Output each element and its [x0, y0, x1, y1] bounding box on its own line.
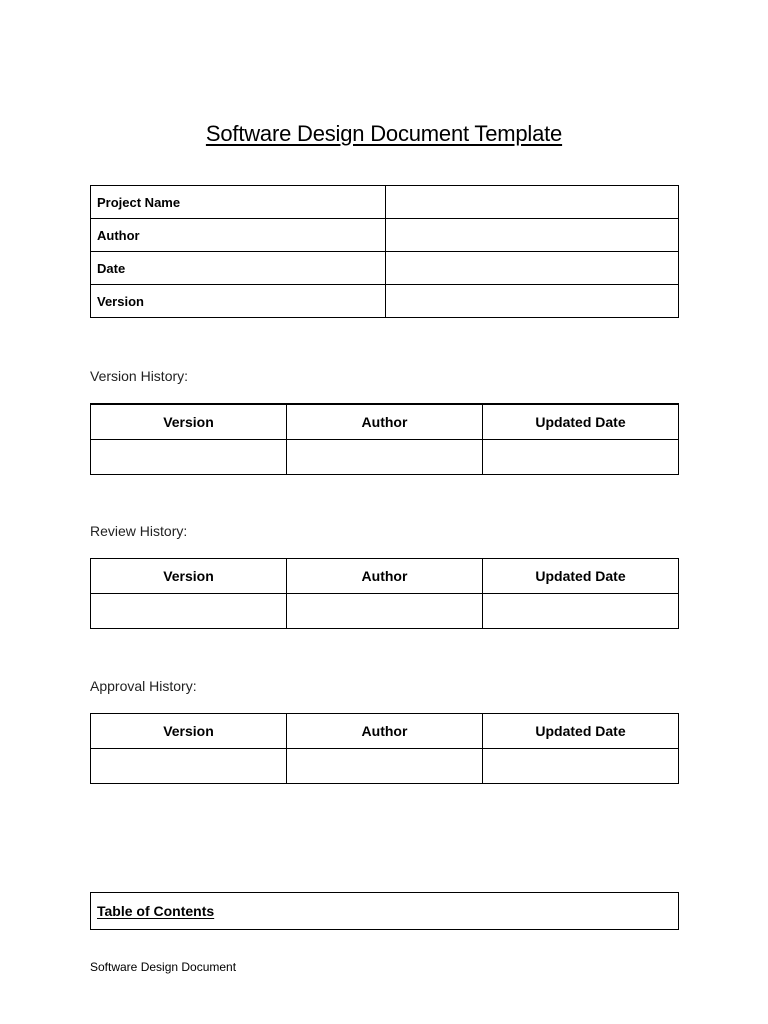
table-row [91, 893, 679, 930]
version-cell[interactable] [91, 439, 287, 474]
version-label: Version [91, 285, 386, 318]
approval-history-table [90, 713, 679, 784]
date-value[interactable] [386, 252, 679, 285]
approval-history-heading: Approval History: [90, 678, 197, 694]
table-row [91, 285, 679, 318]
version-cell[interactable] [91, 594, 287, 629]
author-cell[interactable] [287, 749, 483, 784]
updated-date-cell[interactable] [483, 749, 679, 784]
column-header-updated-date: Updated Date [483, 559, 679, 594]
table-row [91, 749, 679, 784]
table-row [91, 219, 679, 252]
author-label: Author [91, 219, 386, 252]
column-header-updated-date: Updated Date [483, 714, 679, 749]
date-label: Date [91, 252, 386, 285]
table-row [91, 594, 679, 629]
author-cell[interactable] [287, 439, 483, 474]
version-history-table [90, 403, 679, 475]
page-title: Software Design Document Template [205, 121, 563, 146]
column-header-updated-date: Updated Date [483, 404, 679, 439]
column-header-version: Version [91, 714, 287, 749]
version-value[interactable] [386, 285, 679, 318]
table-row [91, 252, 679, 285]
project-name-value[interactable] [386, 186, 679, 219]
author-value[interactable] [386, 219, 679, 252]
project-name-label: Project Name [91, 186, 386, 219]
table-header-row [91, 559, 679, 594]
column-header-author: Author [287, 714, 483, 749]
review-history-heading: Review History: [90, 523, 188, 539]
table-of-contents-box [90, 892, 679, 930]
table-header-row [91, 714, 679, 749]
column-header-version: Version [91, 404, 287, 439]
version-history-heading: Version History: [90, 368, 189, 384]
author-cell[interactable] [287, 594, 483, 629]
updated-date-cell[interactable] [483, 594, 679, 629]
version-cell[interactable] [91, 749, 287, 784]
column-header-version: Version [91, 559, 287, 594]
table-header-row [91, 404, 679, 439]
table-of-contents-heading: Table of Contents [91, 893, 679, 930]
column-header-author: Author [287, 404, 483, 439]
column-header-author: Author [287, 559, 483, 594]
page-footer: Software Design Document [90, 960, 237, 974]
review-history-table [90, 558, 679, 629]
table-row [91, 186, 679, 219]
project-info-table [90, 185, 679, 318]
table-row [91, 439, 679, 474]
updated-date-cell[interactable] [483, 439, 679, 474]
